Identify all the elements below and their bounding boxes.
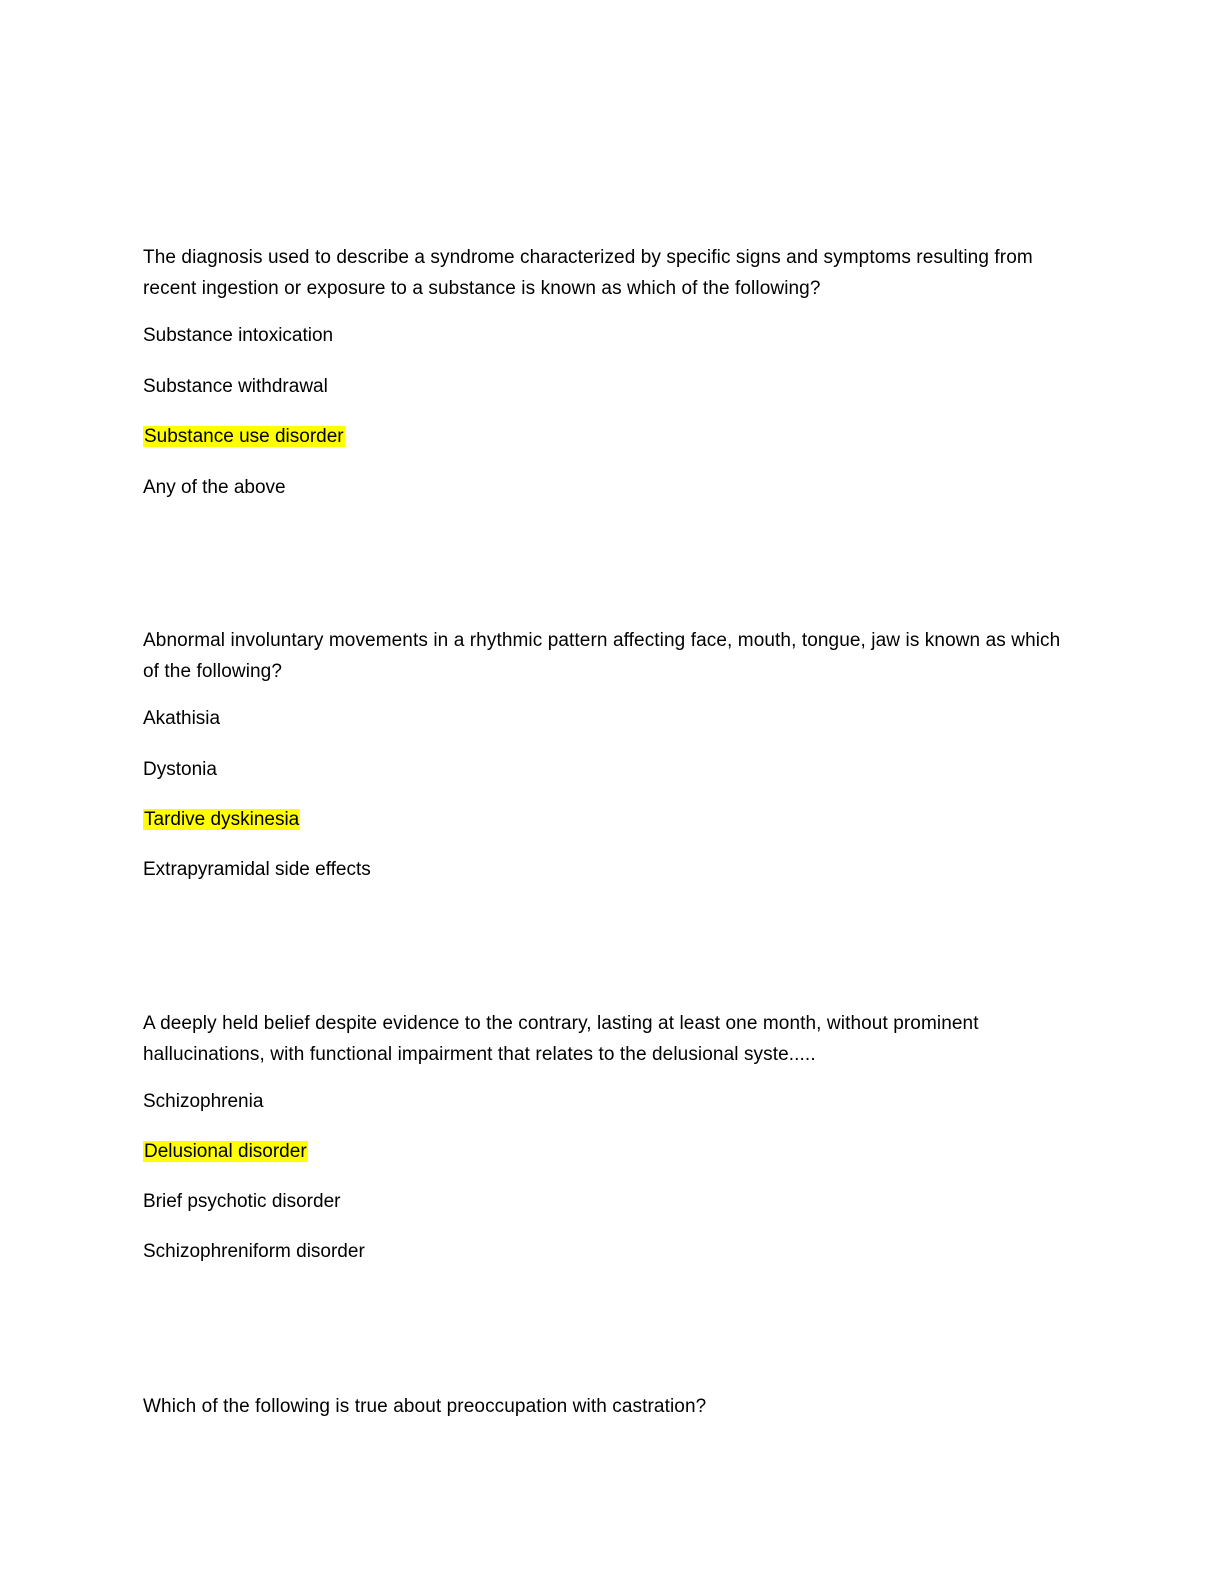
option-2c-label: Tardive dyskinesia bbox=[144, 809, 300, 830]
question-block-3 bbox=[143, 1008, 1073, 1262]
question-text-2: Abnormal involuntary movements in a rhythmic pattern affecting face, mouth, tongue, jaw is known as which of the following? bbox=[143, 630, 1061, 682]
question-text-1: The diagnosis used to describe a syndrome characterized by specific signs and symptoms resulting from recent ingestion or exposure to a substance is known as which of the following? bbox=[143, 247, 1033, 299]
option-3b-label: Delusional disorder bbox=[144, 1141, 307, 1162]
option-3a bbox=[143, 1089, 263, 1115]
question-block-1 bbox=[143, 242, 1073, 498]
option-3d bbox=[143, 1239, 365, 1265]
option-1d-label: Any of the above bbox=[143, 477, 286, 498]
option-3c bbox=[143, 1189, 340, 1215]
option-1d bbox=[143, 475, 286, 501]
option-3c-label: Brief psychotic disorder bbox=[143, 1191, 341, 1212]
option-3d-label: Schizophreniform disorder bbox=[143, 1241, 365, 1262]
option-2b-label: Dystonia bbox=[143, 759, 217, 780]
option-1b bbox=[143, 374, 328, 400]
option-1b-label: Substance withdrawal bbox=[143, 376, 328, 397]
question-block-4 bbox=[143, 1391, 1073, 1422]
option-2a-label: Akathisia bbox=[143, 708, 221, 729]
option-3a-label: Schizophrenia bbox=[143, 1091, 264, 1112]
option-1c-highlighted bbox=[143, 424, 345, 450]
option-1c-label: Substance use disorder bbox=[144, 426, 344, 447]
option-2d bbox=[143, 857, 371, 883]
option-3b-highlighted bbox=[143, 1139, 308, 1165]
option-2d-label: Extrapyramidal side effects bbox=[143, 859, 371, 880]
option-2b bbox=[143, 757, 217, 783]
option-1a bbox=[143, 323, 333, 349]
option-2c-highlighted bbox=[143, 807, 300, 833]
question-block-2 bbox=[143, 625, 1073, 880]
option-2a bbox=[143, 706, 220, 732]
question-text-4: Which of the following is true about preoccupation with castration? bbox=[143, 1396, 707, 1417]
option-1a-label: Substance intoxication bbox=[143, 325, 334, 346]
question-text-3: A deeply held belief despite evidence to the contrary, lasting at least one month, without prominent hallucinations, with functional impairment that relates to the delusional syste..... bbox=[143, 1013, 979, 1065]
